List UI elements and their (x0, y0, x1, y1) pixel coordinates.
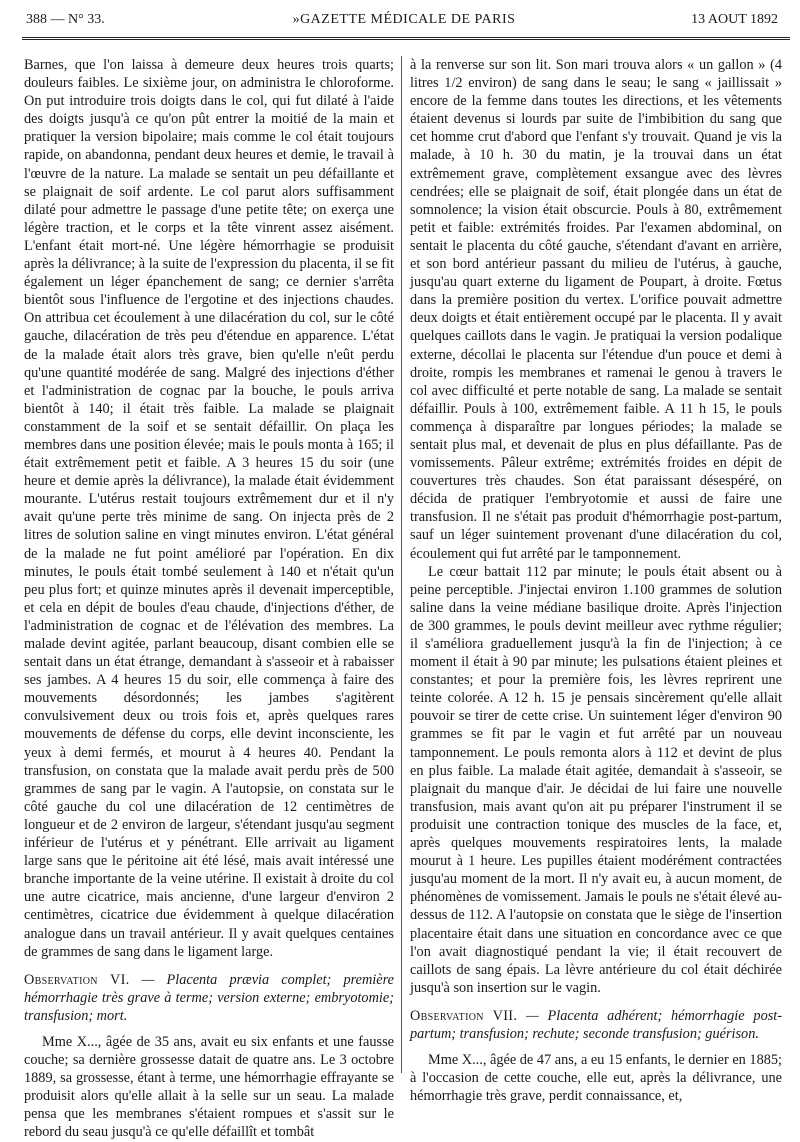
header-rule (22, 37, 790, 40)
left-column (24, 56, 394, 1141)
issue-date: 13 AOUT 1892 (691, 12, 778, 27)
observation-7-label: Observation VII. (410, 1007, 518, 1024)
observation-6-heading (24, 971, 394, 1025)
right-paragraph-1: à la renverse sur son lit. Son mari trouva alors « un gallon » (4 litres 1/2 environ) de sang dans le seau; le sang « jaillissait » encore de la femme dans toutes les directions, et les vêtements étaient devenus si lourds par suite de l'imbibition du sang que cet homme crut d'abord que l'enfant s'y trouvait. Quand je vis la malade, à 10 h. 30 du matin, je la trouvai dans un état extrêmement grave, complètement exsangue avec des lèvres cendrées; elle se plaignait de soif, était plongée dans un état de somnolence; la vision était obscurcie. Pouls à 80, extrêmement petit et faible: extrémités froides. Par l'examen abdominal, on sentait le placenta du côté gauche, s'étendant d'avant en arrière, et son bord antérieur passant du milieu de l'utérus, à gauche, jusqu'au quart externe du ligament de Poupart, à droite. Fœtus dans la première position du vertex. L'orifice pouvait admettre deux doigts et était entièrement occupé par le placenta. Il y avait quelques caillots dans le vagin. Je pratiquai la version podalique externe, décollai le placenta sur l'étendue d'un pouce et demi à droite, rompis les membranes et ramenai le genou à travers le col avec difficulté et perte notable de sang. La malade se sentait défaillir. Pouls à 100, extrêmement faible. A 11 h 15, le pouls commença à disparaître par longues périodes; la malade se sentait plus mal, et devenait de plus en plus défaillante. Pas de vomissements. Pâleur extrême; extrémités froides en dépit de couvertures très chaudes. Son état paraissant désespéré, on décida de pratiquer l'embryotomie et aussi de faire une transfusion. Il ne s'était pas produit d'hémorrhagie post-partum, sauf un léger suintement provenant d'une dilacération du col, écoulement qui fut arrêté par le tamponnement. (410, 57, 782, 562)
observation-7-heading (410, 1007, 782, 1043)
page-header (26, 10, 782, 34)
observation-6-label: Observation VI. (24, 971, 130, 988)
left-paragraph-2: Mme X..., âgée de 35 ans, avait eu six enfants et une fausse couche; sa dernière grossesse datait de quatre ans. Le 3 octobre 1889, sa grossesse, étant à terme, une hémorrhagie effrayante se produisit alors qu'elle allait à la selle sur un seau. La malade pensa que les membranes s'étaient rompues et s'assit sur le rebord du seau jusqu'à ce qu'elle défaillît et tombât (24, 1033, 394, 1141)
right-column (410, 56, 783, 1105)
column-divider (401, 56, 402, 1073)
right-paragraph-3: Mme X..., âgée de 47 ans, a eu 15 enfants, le dernier en 1885; à l'occasion de cette couche, elle eut, après la délivrance, une hémorrhagie très grave, perdit connaissance, et, (410, 1052, 782, 1105)
journal-title: »GAZETTE MÉDICALE DE PARIS (292, 12, 516, 27)
page-number: 388 — N° 33. (26, 12, 105, 27)
observation-6-title: — Placenta prævia complet; première hémorrhagie très grave à terme; version externe; embryotomie; transfusion; mort. (24, 971, 394, 1024)
right-paragraph-2: Le cœur battait 112 par minute; le pouls était absent ou à peine perceptible. J'injectai environ 1.100 grammes de solution saline dans la veine médiane basilique droite. Après l'injection de 300 grammes, le pouls devint meilleur avec rythme régulier; il s'améliora graduellement jusqu'à la fin de l'injection; à ce moment il était à 90 par minute; les pulsations étaient pleines et constantes; et pour la première fois, les lèvres reprirent une teinte colorée. A 12 h. 15 je pensais sincèrement qu'elle allait pouvoir se tirer de cette crise. Un suintement léger d'environ 90 grammes se fit par le vagin et fut arrêté par un nouveau tamponnement. Le pouls remonta alors à 112 et devint de plus en plus faible. La malade était agitée, demandait à s'asseoir, se plaignait du manque d'air. Je décidai de lui faire une nouvelle transfusion, mais avant qu'on ait pu préparer l'instrument il se produisit une contraction tonique des muscles de la face, et, après quelques mouvements respiratoires lents, la malade mourut à 1 heure. Les pupilles étaient modérément contractées jusqu'au moment de la mort. Il n'y avait eu, à aucun moment, de phénomènes de vomissement. Jamais le pouls ne s'était élevé au-dessus de 112. A l'autopsie on constata que le siège de l'insertion placentaire était dans une situation en concordance avec ce que l'on avait diagnostiqué pendant la vie; il était recouvert de caillots de sang épais. La lèvre antérieure du col était déchirée jusqu'à son insertion sur le vagin. (410, 563, 782, 996)
left-paragraph-1: Barnes, que l'on laissa à demeure deux heures trois quarts; douleurs faibles. Le sixième jour, on administra le chloroforme. On put introduire trois doigts dans le col, qui fut dilaté à l'aide des doigts jusqu'à ce qu'on pût entrer la moitié de la main et pratiquer la version bipolaire; mais comme le col était toujours rapide, on abandonna, pendant deux heures et demie, le travail à l'œuvre de la nature. La malade se sentait un peu défaillante et se plaignait de soif ardente. Le col parut alors suffisamment dilaté pour admettre le passage d'une petite tête; on exerça une légère traction, et le corps et la tête vinrent assez aisément. L'enfant était mort-né. Une légère hémorrhagie se produisit après la délivrance; à la suite de l'expression du placenta, il se fit également un léger épanchement de sang; ce dernier s'arrêta bientôt sous l'influence de l'ergotine et des injections chaudes. On attribua cet écoulement à une dilacération du col, sur le côté gauche, dilacération de très peu d'étendue en apparence. L'état de la malade était alors très grave, bien qu'elle n'eût perdu qu'une quantité modérée de sang. Malgré des injections d'éther et l'administration de cognac par la bouche, le pouls arriva bientôt à 140; il était très faible. La malade se plaignait constamment de la soif et se sentait défaillir. On plaça les membres dans une position élevée; mais le pouls monta à 165; il était extrêmement petit et faible. A 3 heures 15 du soir (une heure et demie après la délivrance), la malade était évidemment mourante. L'utérus restait toujours extrêmement dur et il n'y avait qu'une perte très minime de sang. On injecta près de 2 litres de solution saline en vingt minutes environ. L'état général de la malade ne fut point amélioré par l'opération. En dix minutes, le pouls était tombé seulement à 140 et n'était qu'un peu plus fort; et quinze minutes après il devenait imperceptible, et cela en dépit de boules d'eau chaude, d'injections d'éther, de l'administration de cognac et de l'élévation des membres. La malade devint agitée, parlant beaucoup, disant combien elle se sentait dans un état étrange, demandant à s'asseoir et à rabaisser ses jambes. A 4 heures 15 du soir, elle commença à faire des mouvements désordonnés; les jambes s'agitèrent convulsivement deux ou trois fois et, après quelques rares mouvements de défense du corps, elle devint inconsciente, les yeux à demi fermés, et mourut à 4 heures 40. Pendant la transfusion, on constata que la malade avait perdu près de 500 grammes de sang par le vagin. A l'autopsie, on constata sur le côté gauche du col une dilacération de 12 centimètres de longueur et de 2 environ de largeur, s'étendant jusqu'au segment inférieur de l'utérus et y pénétrant. Elle arrivait au ligament large sans que le péritoine ait été lésé, mais avait intéressé une branche importante de la veine utérine. Il existait à droite du col une autre cicatrice, mais ancienne, d'une largeur d'environ 2 centimètres, cicatrice due évidemment à quelque dilacération analogue dans un travail antérieur. Il y avait quelques centaines de grammes de sang dans le ligament large. (24, 57, 394, 960)
observation-7-title: — Placenta adhérent; hémorrhagie post-partum; transfusion; rechute; seconde transfusion; guérison. (410, 1007, 783, 1042)
